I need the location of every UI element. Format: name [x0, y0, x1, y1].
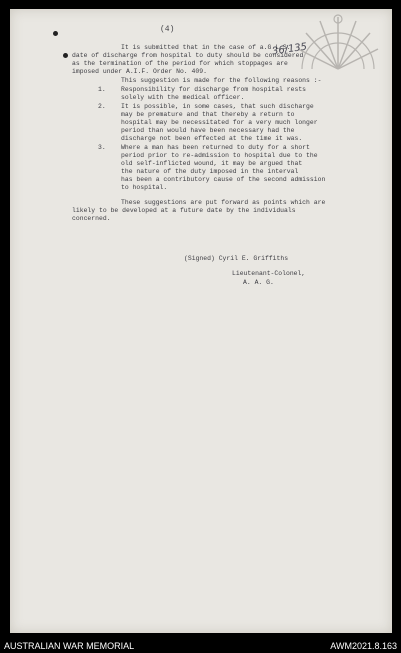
reason-3-line-3: old self-inflicted wound, it may be argued that — [121, 160, 303, 167]
reason-1-line-2: solely with the medical officer. — [121, 94, 245, 101]
punch-hole-top — [53, 31, 58, 36]
reference-number: 36/135 — [271, 41, 308, 58]
page-number: (4) — [160, 25, 175, 34]
reason-3-line-1: Where a man has been returned to duty for a short — [121, 144, 310, 151]
reason-1-number: 1. — [98, 86, 106, 93]
reason-3-line-6: to hospital. — [121, 184, 168, 191]
reason-3-line-2: period prior to re-admission to hospital due to the — [121, 152, 318, 159]
signature-rank: Lieutenant-Colonel, — [232, 270, 306, 277]
paragraph-1-line-2: date of discharge from hospital to duty should be considered — [72, 52, 304, 59]
closing-line-3: concerned. — [72, 215, 111, 222]
reason-3-line-4: the nature of the duty imposed in the interval — [121, 168, 299, 175]
reason-2-line-1: It is possible, in some cases, that such discharge — [121, 103, 314, 110]
reason-2-number: 2. — [98, 103, 106, 110]
paragraph-1-line-1: It is submitted that in the case of a.G.L.S. — [121, 44, 291, 51]
reason-3-number: 3. — [98, 144, 106, 151]
reason-2-line-5: discharge not been effected at the time it was. — [121, 135, 303, 142]
reason-1-line-1: Responsibility for discharge from hospital rests — [121, 86, 307, 93]
reason-2-line-2: may be premature and that thereby a return to — [121, 111, 295, 118]
paragraph-1-line-3: as the termination of the period for which stoppages are — [72, 60, 288, 67]
punch-hole-upper — [63, 53, 68, 58]
closing-line-1: These suggestions are put forward as points which are — [121, 199, 326, 206]
reason-2-line-3: hospital may be necessitated for a very much longer — [121, 119, 318, 126]
closing-line-2: likely to be developed at a future date by the individuals — [72, 207, 296, 214]
signature-unit: A. A. G. — [243, 279, 274, 286]
paragraph-2: This suggestion is made for the following reasons :- — [121, 77, 322, 84]
reason-3-line-5: has been a contributory cause of the second admission — [121, 176, 326, 183]
signature-name: (Signed) Cyril E. Griffiths — [184, 255, 289, 262]
footer-institution: AUSTRALIAN WAR MEMORIAL — [4, 641, 135, 651]
reason-2-line-4: period than would have been necessary had the — [121, 127, 295, 134]
paragraph-1-line-4: imposed under A.I.F. Order No. 409. — [72, 68, 207, 75]
footer-accession-number: AWM2021.8.163 — [330, 641, 397, 651]
